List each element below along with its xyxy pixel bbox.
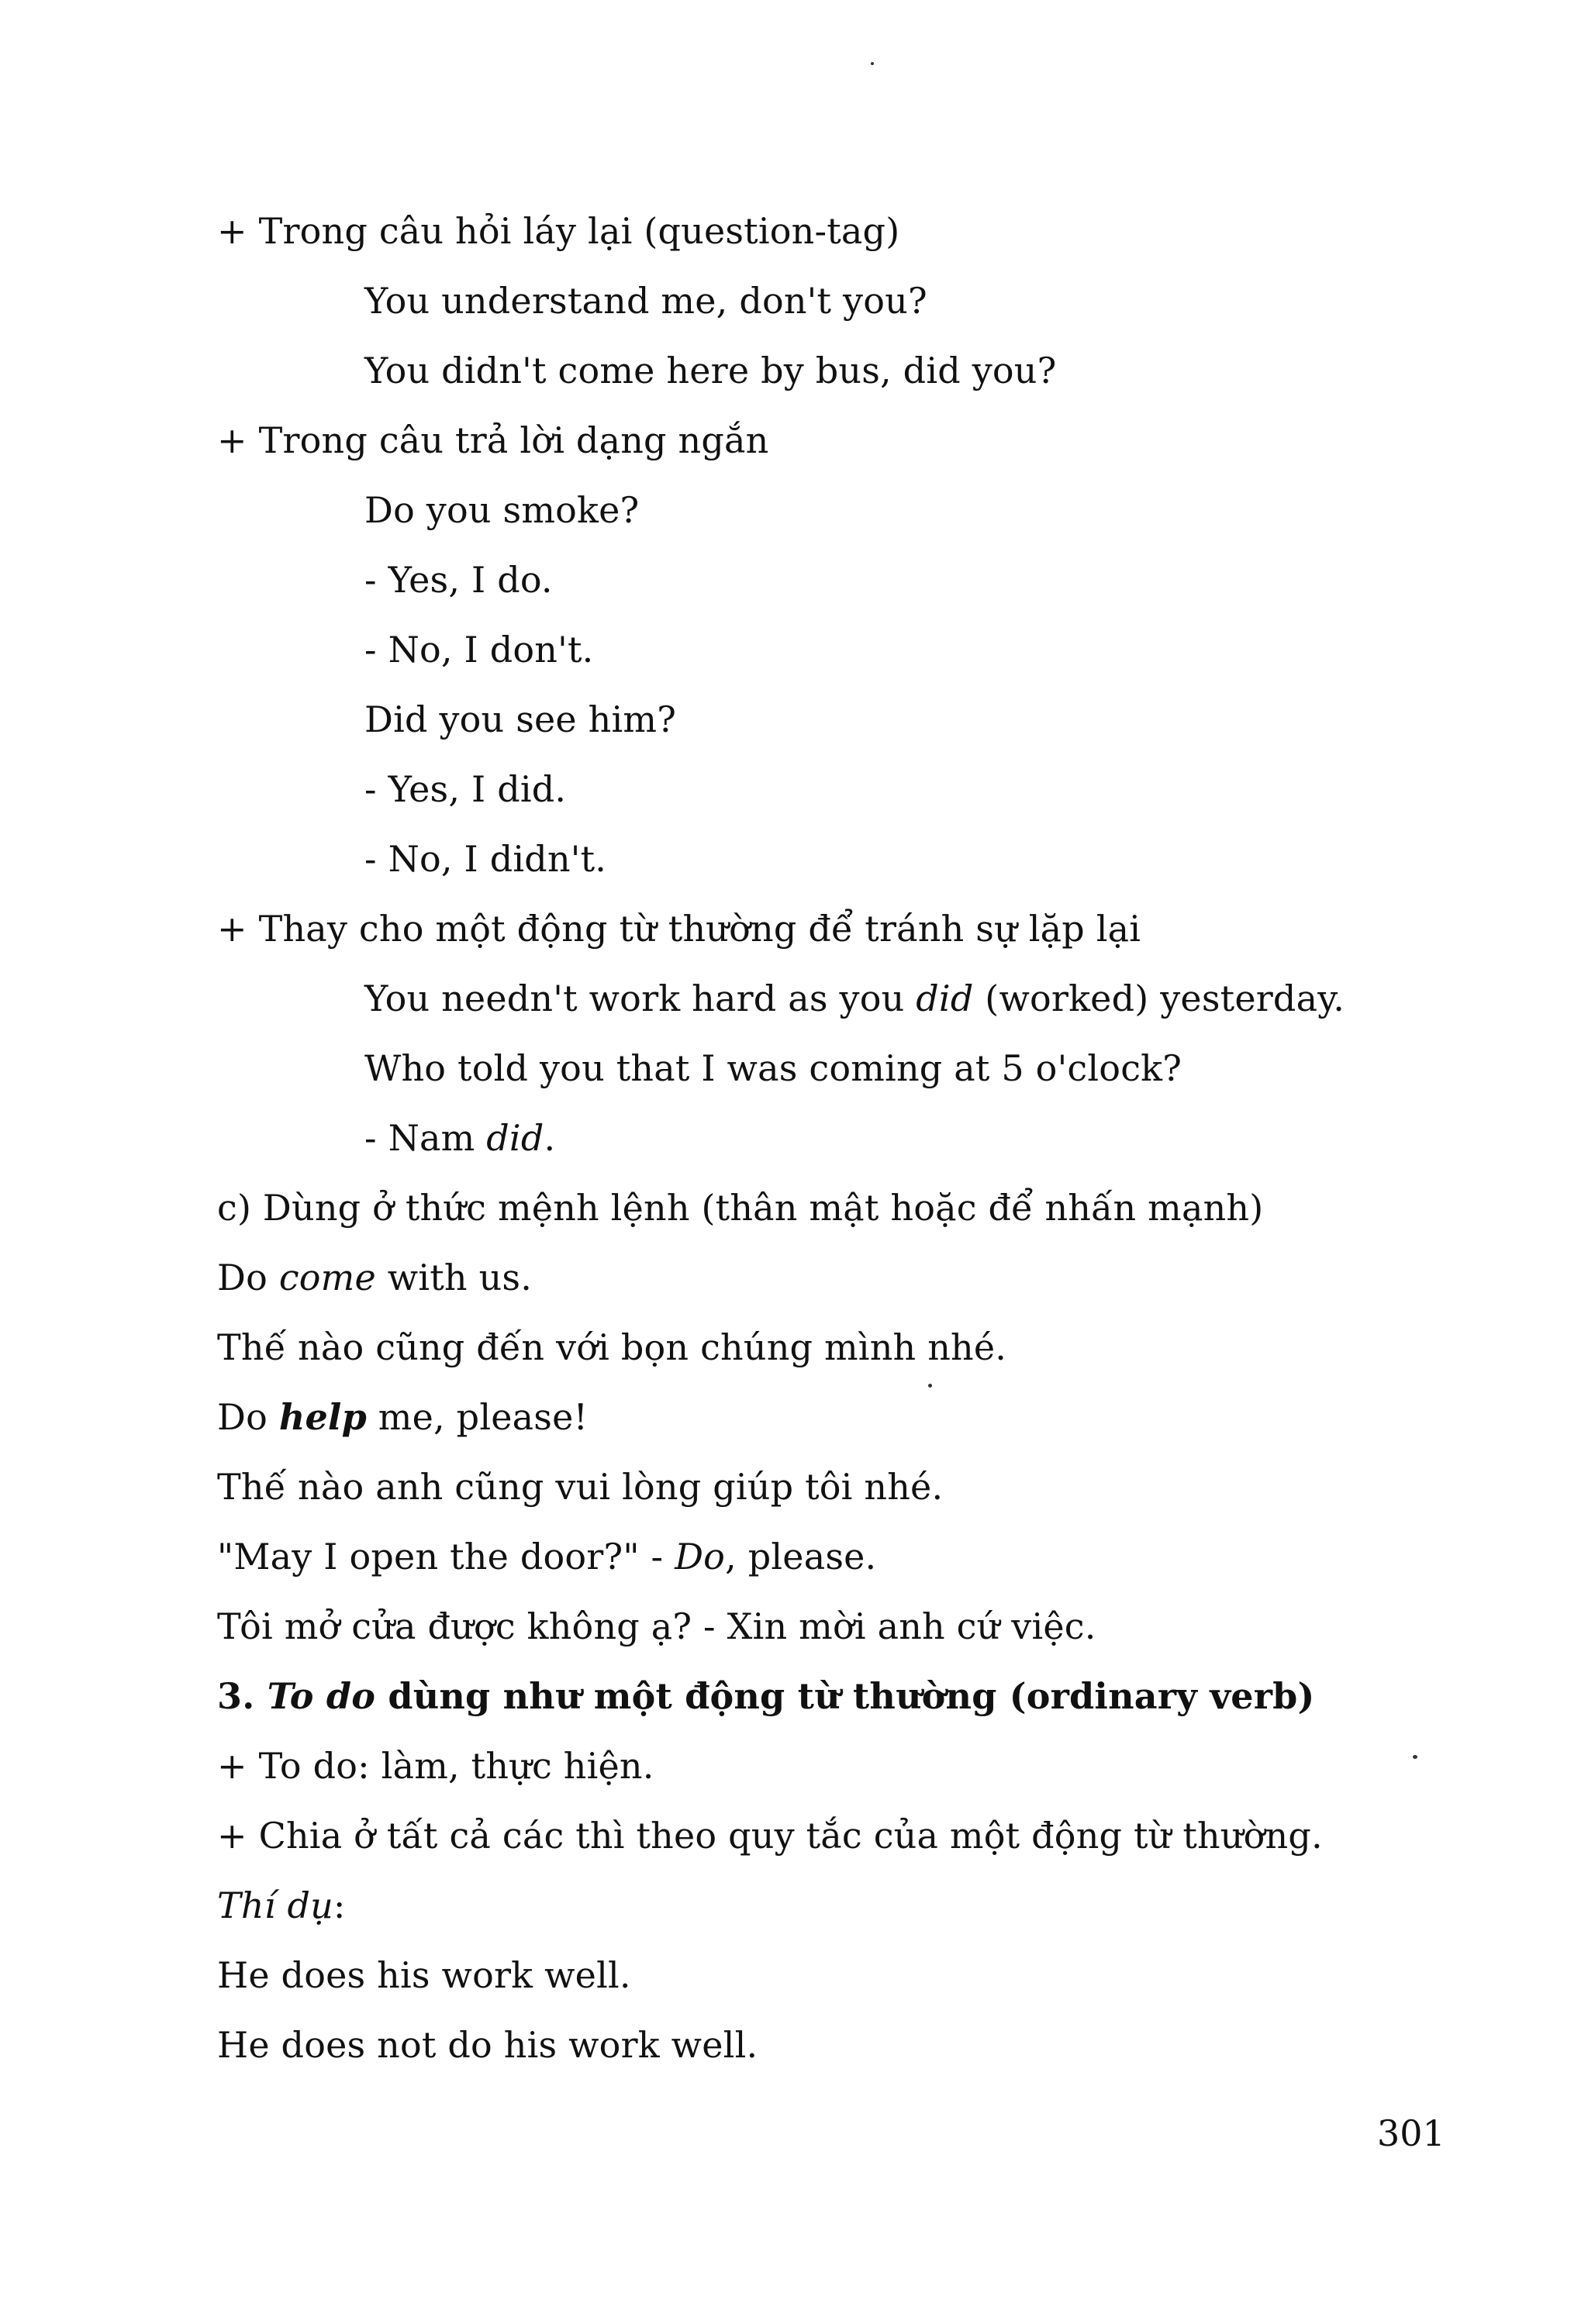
scan-speck — [871, 62, 874, 65]
emphasis-text: did — [916, 978, 974, 1019]
example-sentence: Do come with us. — [217, 1257, 533, 1298]
example-sentence: - Nam did. — [364, 1117, 556, 1159]
translation-sentence: Thế nào anh cũng vui lòng giúp tôi nhé. — [217, 1466, 944, 1508]
example-sentence: - No, I don't. — [364, 629, 594, 671]
emphasis-text: help — [278, 1396, 367, 1438]
emphasis-text: To do — [267, 1675, 376, 1717]
scan-speck — [1413, 1755, 1417, 1759]
translation-sentence: Tôi mở cửa được không ạ? - Xin mời anh cứ việc. — [217, 1605, 1096, 1647]
example-sentence: Did you see him? — [364, 698, 677, 740]
page-number: 301 — [1377, 2112, 1445, 2154]
example-label: Thí dụ: — [217, 1884, 346, 1926]
emphasis-text: did — [486, 1117, 544, 1159]
bullet-conjugation: + Chia ở tất cả các thì theo quy tắc của một động từ thường. — [217, 1815, 1323, 1857]
scan-speck — [928, 1384, 932, 1388]
example-sentence: - Yes, I do. — [364, 559, 553, 601]
emphasis-text: Do — [675, 1536, 726, 1577]
emphasis-text: come — [278, 1257, 376, 1298]
translation-sentence: Thế nào cũng đến với bọn chúng mình nhé. — [217, 1326, 1007, 1368]
example-sentence: "May I open the door?" - Do, please. — [217, 1536, 877, 1577]
bullet-question-tag: + Trong câu hỏi láy lại (question-tag) — [217, 210, 900, 252]
example-sentence: Do help me, please! — [217, 1396, 589, 1438]
example-sentence: He does his work well. — [217, 1954, 631, 1996]
example-sentence: - Yes, I did. — [364, 768, 567, 810]
example-sentence: Who told you that I was coming at 5 o'clock? — [364, 1047, 1182, 1089]
bullet-short-answer: + Trong câu trả lời dạng ngắn — [217, 419, 769, 461]
subsection-imperative: c) Dùng ở thức mệnh lệnh (thân mật hoặc để nhấn mạnh) — [217, 1187, 1264, 1229]
example-sentence: You understand me, don't you? — [364, 280, 927, 322]
example-sentence: You needn't work hard as you did (worked) yesterday. — [364, 978, 1345, 1019]
example-sentence: - No, I didn't. — [364, 838, 607, 880]
example-sentence: Do you smoke? — [364, 489, 640, 531]
bullet-definition: + To do: làm, thực hiện. — [217, 1745, 654, 1787]
emphasis-text: Thí dụ — [217, 1884, 333, 1926]
example-sentence: He does not do his work well. — [217, 2024, 758, 2066]
section-heading: 3. To do dùng như một động từ thường (ordinary verb) — [217, 1675, 1315, 1717]
bullet-replace-verb: + Thay cho một động từ thường để tránh sự lặp lại — [217, 908, 1141, 950]
example-sentence: You didn't come here by bus, did you? — [364, 350, 1057, 391]
